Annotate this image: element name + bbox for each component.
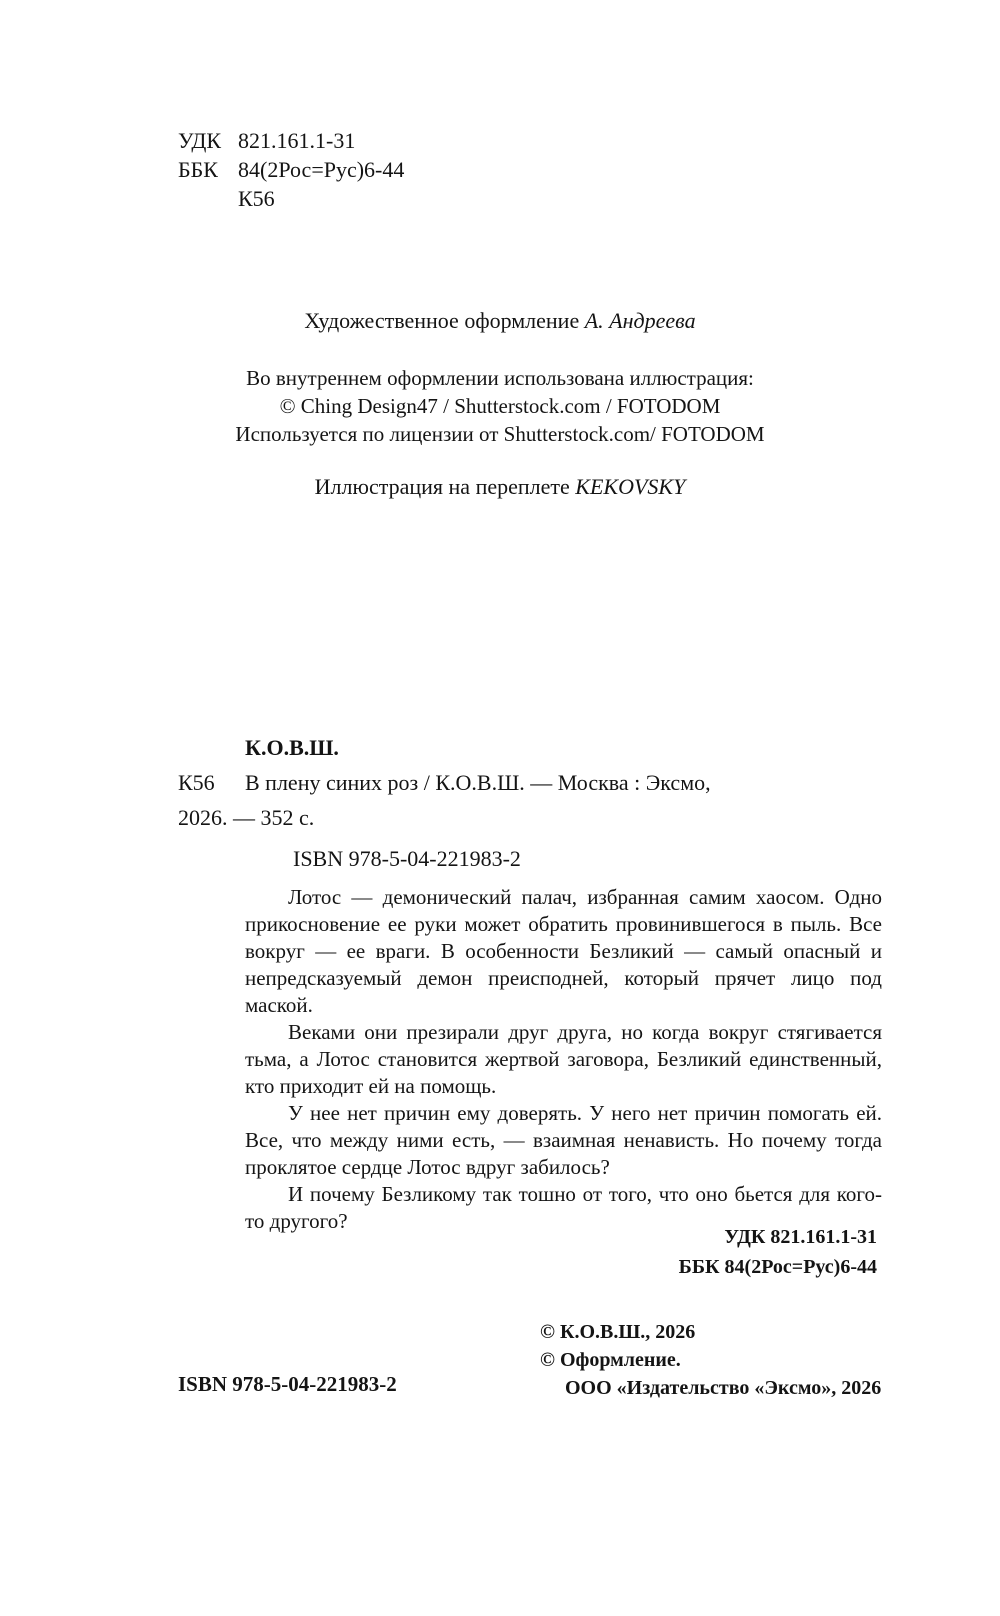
cataloguing-codes	[178, 126, 404, 213]
cover-credit-prefix: Иллюстрация на переплете	[314, 474, 576, 499]
illustration-credit-line2: © Ching Design47 / Shutterstock.com / FOTODOM	[279, 394, 721, 418]
illustration-credit-line1: Во внутреннем оформлении использована иллюстрация:	[246, 366, 754, 390]
catalog-isbn: ISBN 978-5-04-221983-2	[293, 846, 521, 871]
designer-name: А. Андреева	[584, 308, 696, 333]
udk-value: 821.161.1-31	[238, 128, 356, 153]
catalog-title-line2: 2026. — 352 с.	[178, 805, 315, 830]
illustration-credit-line3: Используется по лицензии от Shutterstock.com/ FOTODOM	[235, 422, 765, 446]
bbk-code-right: ББК 84(2Рос=Рус)6-44	[678, 1256, 877, 1278]
bbk-label: ББК	[178, 157, 218, 182]
udk-label: УДК	[178, 128, 222, 153]
catalog-code: К56	[178, 770, 215, 795]
udk-line	[178, 126, 404, 155]
author-sign-code: К56	[238, 186, 275, 211]
design-credit-prefix: Художественное оформление	[304, 308, 585, 333]
design-credit	[0, 308, 1000, 334]
bbk-value: 84(2Рос=Рус)6-44	[238, 157, 405, 182]
bottom-isbn: ISBN 978-5-04-221983-2	[178, 1372, 397, 1396]
udk-code-right: УДК 821.161.1-31	[724, 1226, 877, 1248]
catalog-title-line	[178, 765, 898, 800]
annotation	[245, 884, 882, 1235]
annotation-paragraph-4: И почему Безликому так тошно от того, что оно бьется для кого-то другого?	[245, 1182, 882, 1233]
copyright-block	[540, 1318, 881, 1402]
annotation-paragraph-2: Веками они презирали друг друга, но когда вокруг стягивается тьма, а Лотос становится жертвой заговора, Безликий единственный, кто приходит ей на помощь.	[245, 1020, 882, 1098]
copyright-publisher: ООО «Издательство «Эксмо», 2026	[565, 1377, 882, 1399]
catalog-author: К.О.В.Ш.	[245, 735, 339, 760]
bbk-line	[178, 155, 404, 184]
annotation-paragraph-3: У нее нет причин ему доверять. У него нет причин помогать ей. Все, что между ними есть, — взаимная ненависть. Но почему тогда проклятое сердце Лотос вдруг забилось?	[245, 1101, 882, 1179]
catalog-entry	[178, 730, 898, 876]
annotation-paragraph-1: Лотос — демонический палач, избранная самим хаосом. Одно прикосновение ее руки может обратить провинившегося в пыль. Все вокруг — ее враги. В особенности Безликий — самый опасный и непредсказуемый демон преисподней, который прячет лицо под маской.	[245, 885, 882, 1017]
illustration-credit	[0, 364, 1000, 448]
copyright-design: © Оформление.	[540, 1349, 681, 1371]
catalog-title-text: В плену синих роз / К.О.В.Ш. — Москва : Эксмо,	[245, 770, 711, 795]
copyright-author: © К.О.В.Ш., 2026	[540, 1321, 696, 1343]
cover-artist-name: KEKOVSKY	[575, 474, 686, 499]
codes-right	[679, 1222, 877, 1282]
cover-credit	[0, 474, 1000, 500]
